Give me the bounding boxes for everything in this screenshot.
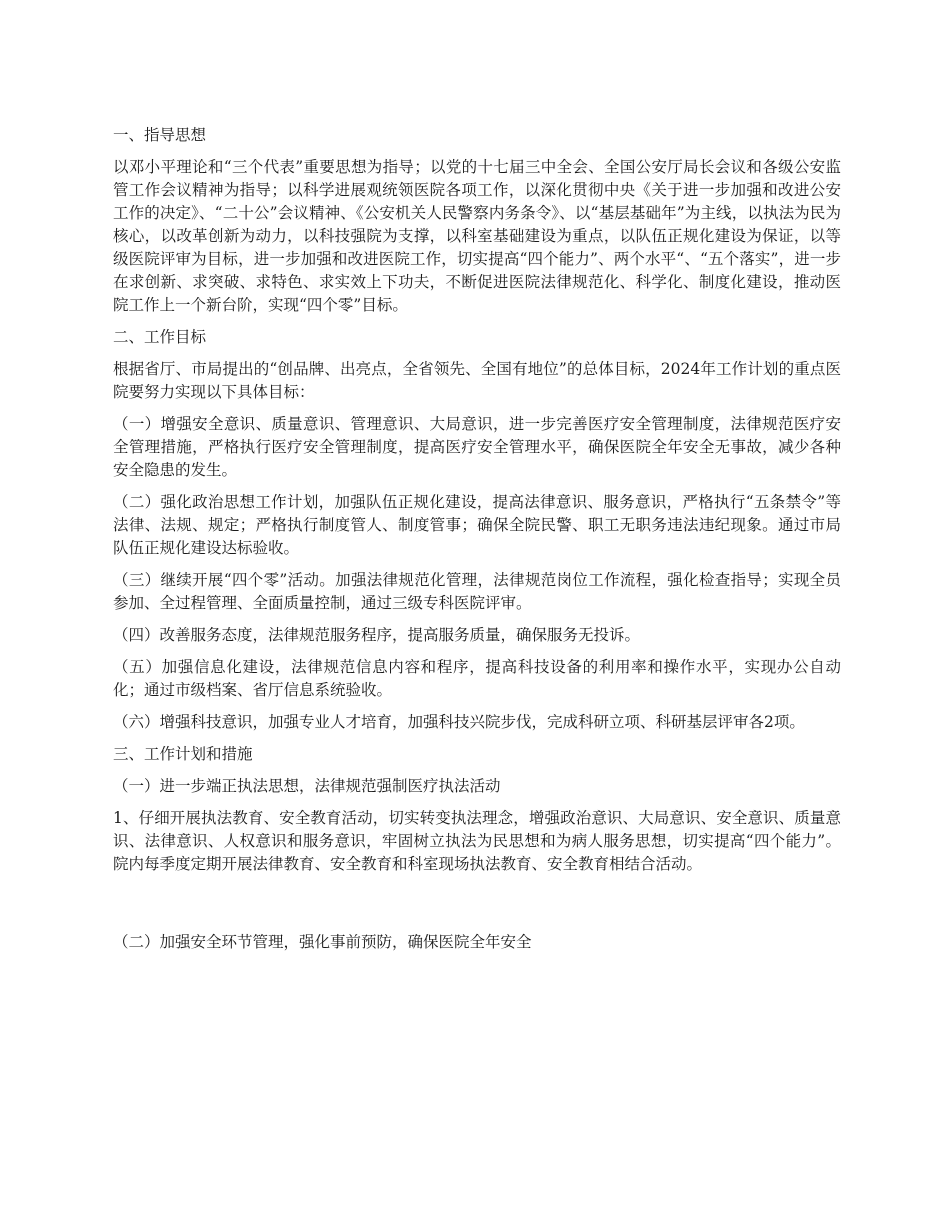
work-goals-intro-paragraph: 根据省厅、市局提出的“创品牌、出亮点，全省领先、全国有地位”的总体目标，2024年工作计划的重点医院要努力实现以下具体目标：: [113, 360, 841, 401]
document-page: [113, 124, 841, 963]
section-heading-work-goals: 二、工作目标: [113, 328, 207, 346]
goal-item-2: （二）强化政治思想工作计划，加强队伍正规化建设，提高法律意识、服务意识，严格执行“五条禁令”等法律、法规、规定；严格执行制度管人、制度管事；确保全院民警、职工无职务违法违纪现象。通过市局队伍正规化建设达标验收。: [113, 493, 841, 557]
goal-item-3: （三）继续开展“四个零”活动。加强法律规范化管理，法律规范岗位工作流程，强化检查指导；实现全员参加、全过程管理、全面质量控制，通过三级专科医院评审。: [113, 571, 841, 612]
goal-item-6: （六）增强科技意识，加强专业人才培育，加强科技兴院步伐，完成科研立项、科研基层评审各2项。: [113, 713, 805, 731]
section-heading-plans-measures: 三、工作计划和措施: [113, 745, 253, 763]
guiding-ideology-paragraph: 以邓小平理论和“三个代表”重要思想为指导；以党的十七届三中全会、全国公安厅局长会议和各级公安监管工作会议精神为指导；以科学进展观统领医院各项工作，以深化贯彻中央《关于进一步加强和改进公安工作的决定》、“二十公”会议精神、《公安机关人民警察内务条令》、以“基层基础年”为主线，以执法为民为核心，以改革创新为动力，以科技强院为支撑，以科室基础建设为重点，以队伍正规化建设为保证，以等级医院评审为目标，进一步加强和改进医院工作，切实提高“四个能力”、两个水平“、“五个落实”，进一步在求创新、求突破、求特色、求实效上下功夫，不断促进医院法律规范化、科学化、制度化建设，推动医院工作上一个新台阶，实现“四个零”目标。: [113, 158, 841, 314]
subheading-safety-management: （二）加强安全环节管理，强化事前预防，确保医院全年安全: [113, 933, 532, 951]
goal-item-5: （五）加强信息化建设，法律规范信息内容和程序，提高科技设备的利用率和操作水平，实现办公自动化；通过市级档案、省厅信息系统验收。: [113, 658, 841, 699]
spacer: [113, 885, 841, 931]
subheading-law-enforcement: （一）进一步端正执法思想，法律规范强制医疗执法活动: [113, 777, 501, 795]
section-heading-guiding-ideology: 一、指导思想: [113, 126, 207, 144]
goal-item-4: （四）改善服务态度，法律规范服务程序，提高服务质量，确保服务无投诉。: [113, 626, 641, 644]
measure-item-1: 1、仔细开展执法教育、安全教育活动，切实转变执法理念，增强政治意识、大局意识、安全意识、质量意识、法律意识、人权意识和服务意识，牢固树立执法为民思想和为病人服务思想，切实提高“四个能力”。院内每季度定期开展法律教育、安全教育和科室现场执法教育、安全教育相结合活动。: [113, 809, 841, 873]
goal-item-1: （一）增强安全意识、质量意识、管理意识、大局意识，进一步完善医疗安全管理制度，法律规范医疗安全管理措施，严格执行医疗安全管理制度，提高医疗安全管理水平，确保医院全年安全无事故，减少各种安全隐患的发生。: [113, 415, 841, 479]
